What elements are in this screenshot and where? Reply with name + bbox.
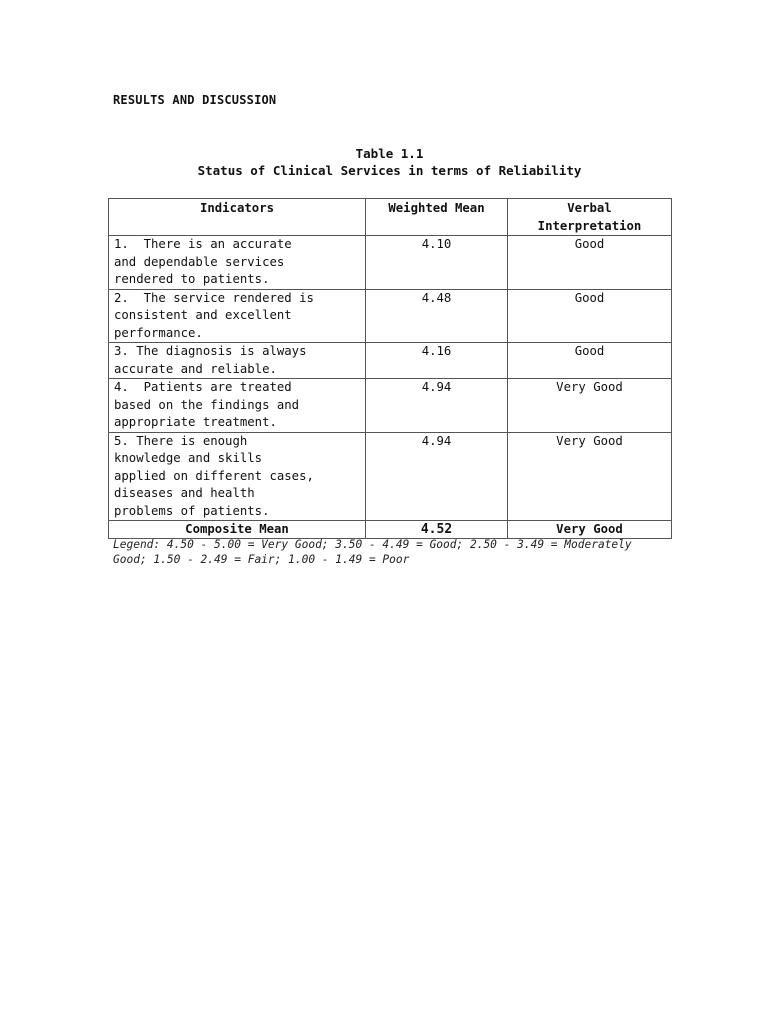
table-legend: Legend: 4.50 - 5.00 = Very Good; 3.50 - 4.49 = Good; 2.50 - 3.49 = Moderately Good; 1.50 - 2.49 = Fair; 1.00 - 1.49 = Poor (113, 538, 632, 566)
indicator-cell: 1. There is an accurate and dependable services rendered to patients. (109, 236, 366, 290)
interpretation-cell: Very Good (508, 432, 672, 521)
weighted-mean-cell: 4.48 (366, 289, 508, 343)
composite-row (109, 521, 672, 539)
interpretation-cell: Good (508, 236, 672, 290)
weighted-mean-cell: 4.94 (366, 379, 508, 433)
weighted-mean-cell: 4.10 (366, 236, 508, 290)
indicator-cell: 2. The service rendered is consistent and excellent performance. (109, 289, 366, 343)
table-row (109, 343, 672, 379)
composite-mean: 4.52 (366, 521, 508, 539)
reliability-table (108, 198, 672, 539)
header-indicators: Indicators (109, 199, 366, 236)
header-verbal-interpretation: Verbal Interpretation (508, 199, 672, 236)
table-row (109, 289, 672, 343)
interpretation-cell: Very Good (508, 379, 672, 433)
indicator-cell: 5. There is enough knowledge and skills applied on different cases, diseases and health problems of patients. (109, 432, 366, 521)
indicator-cell: 4. Patients are treated based on the findings and appropriate treatment. (109, 379, 366, 433)
section-heading: RESULTS AND DISCUSSION (113, 93, 277, 107)
interpretation-cell: Good (508, 343, 672, 379)
table-header-row (109, 199, 672, 236)
header-weighted-mean: Weighted Mean (366, 199, 508, 236)
weighted-mean-cell: 4.16 (366, 343, 508, 379)
indicator-cell: 3. The diagnosis is always accurate and reliable. (109, 343, 366, 379)
table-row (109, 236, 672, 290)
table-number: Table 1.1 (355, 146, 424, 161)
composite-interpretation: Very Good (508, 521, 672, 539)
composite-label: Composite Mean (109, 521, 366, 539)
table-title: Status of Clinical Services in terms of Reliability (197, 163, 582, 178)
weighted-mean-cell: 4.94 (366, 432, 508, 521)
table-row (109, 432, 672, 521)
interpretation-cell: Good (508, 289, 672, 343)
table-row (109, 379, 672, 433)
